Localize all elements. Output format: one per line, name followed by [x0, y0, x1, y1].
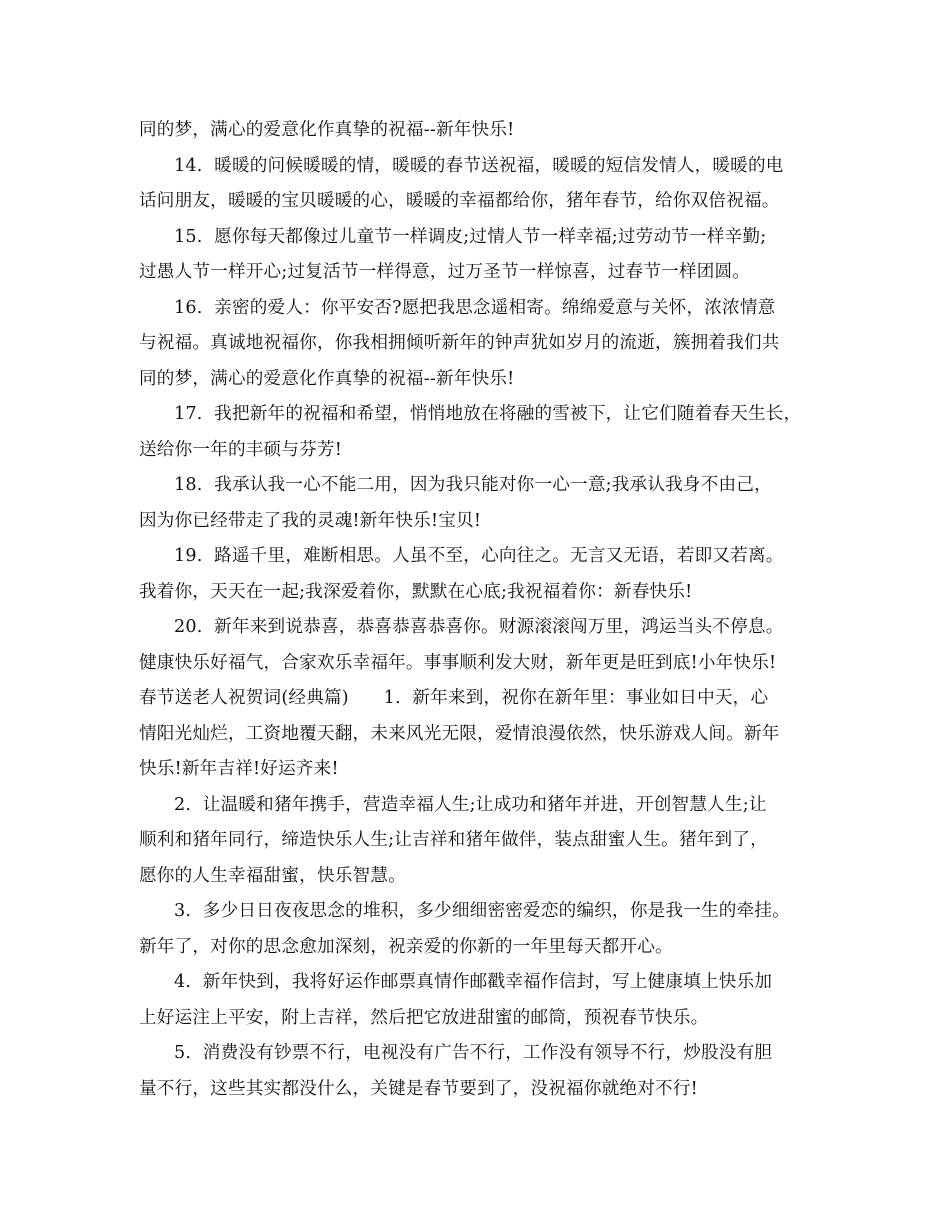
- text-line: 20. 新年来到说恭喜，恭喜恭喜恭喜你。财源滚滚闯万里，鸿运当头不停息。: [174, 617, 784, 637]
- text-line: 春节送老人祝贺词(经典篇) 1. 新年来到，祝你在新年里：事业如日中天，心: [139, 688, 769, 708]
- text-line: 2. 让温暖和猪年携手，营造幸福人生;让成功和猪年并进，开创智慧人生;让: [174, 795, 767, 815]
- text-line: 顺利和猪年同行，缔造快乐人生;让吉祥和猪年做伴，装点甜蜜人生。猪年到了，: [139, 830, 768, 850]
- text-line: 4. 新年快到，我将好运作邮票真情作邮戳幸福作信封，写上健康填上快乐加: [174, 972, 773, 992]
- text-line: 量不行，这些其实都没什么，关键是春节要到了，没祝福你就绝对不行!: [139, 1079, 698, 1099]
- text-line: 16. 亲密的爱人：你平安否?愿把我思念遥相寄。绵绵爱意与关怀，浓浓情意: [174, 298, 776, 318]
- text-line: 快乐!新年吉祥!好运齐来!: [139, 759, 339, 779]
- text-line: 18. 我承认我一心不能二用，因为我只能对你一心一意;我承认我身不由己，: [174, 475, 772, 495]
- text-line: 5. 消费没有钞票不行，电视没有广告不行，工作没有领导不行，炒股没有胆: [174, 1043, 773, 1063]
- text-line: 14. 暖暖的问候暖暖的情，暖暖的春节送祝福，暖暖的短信发情人，暖暖的电: [174, 156, 784, 176]
- text-line: 送给你一年的丰硕与芬芳!: [139, 440, 343, 460]
- text-line: 过愚人节一样开心;过复活节一样得意，过万圣节一样惊喜，过春节一样团圆。: [139, 262, 751, 282]
- text-line: 与祝福。真诚地祝福你，你我相拥倾听新年的钟声犹如岁月的流逝，簇拥着我们共: [139, 333, 780, 353]
- text-line: 话问朋友，暖暖的宝贝暖暖的心，暖暖的幸福都给你，猪年春节，给你双倍祝福。: [139, 191, 780, 211]
- text-line: 因为你已经带走了我的灵魂!新年快乐!宝贝!: [139, 511, 482, 531]
- text-line: 健康快乐好福气，合家欢乐幸福年。事事顺利发大财，新年更是旺到底!小年快乐!: [139, 653, 777, 673]
- text-line: 同的梦，满心的爱意化作真挚的祝福--新年快乐!: [139, 369, 515, 389]
- text-line: 上好运注上平安，附上吉祥，然后把它放进甜蜜的邮筒，预祝春节快乐。: [139, 1008, 709, 1028]
- text-line: 同的梦，满心的爱意化作真挚的祝福--新年快乐!: [139, 120, 515, 140]
- text-line: 19. 路遥千里，难断相思。人虽不至，心向往之。无言又无语，若即又若离。: [174, 546, 784, 566]
- text-line: 我着你，天天在一起;我深爱着你，默默在心底;我祝福着你：新春快乐!: [139, 582, 693, 602]
- text-line: 17. 我把新年的祝福和希望，悄悄地放在将融的雪被下，让它们随着春天生长，: [174, 404, 802, 424]
- text-line: 愿你的人生幸福甜蜜，快乐智慧。: [139, 866, 406, 886]
- text-line: 15. 愿你每天都像过儿童节一样调皮;过情人节一样幸福;过劳动节一样辛勤;: [174, 227, 767, 247]
- text-line: 情阳光灿烂，工资地覆天翻，未来风光无限，爱情浪漫依然，快乐游戏人间。新年: [139, 724, 780, 744]
- text-line: 新年了，对你的思念愈加深刻，祝亲爱的你新的一年里每天都开心。: [139, 937, 673, 957]
- text-line: 3. 多少日日夜夜思念的堆积，多少细细密密爱恋的编织，你是我一生的牵挂。: [174, 901, 790, 921]
